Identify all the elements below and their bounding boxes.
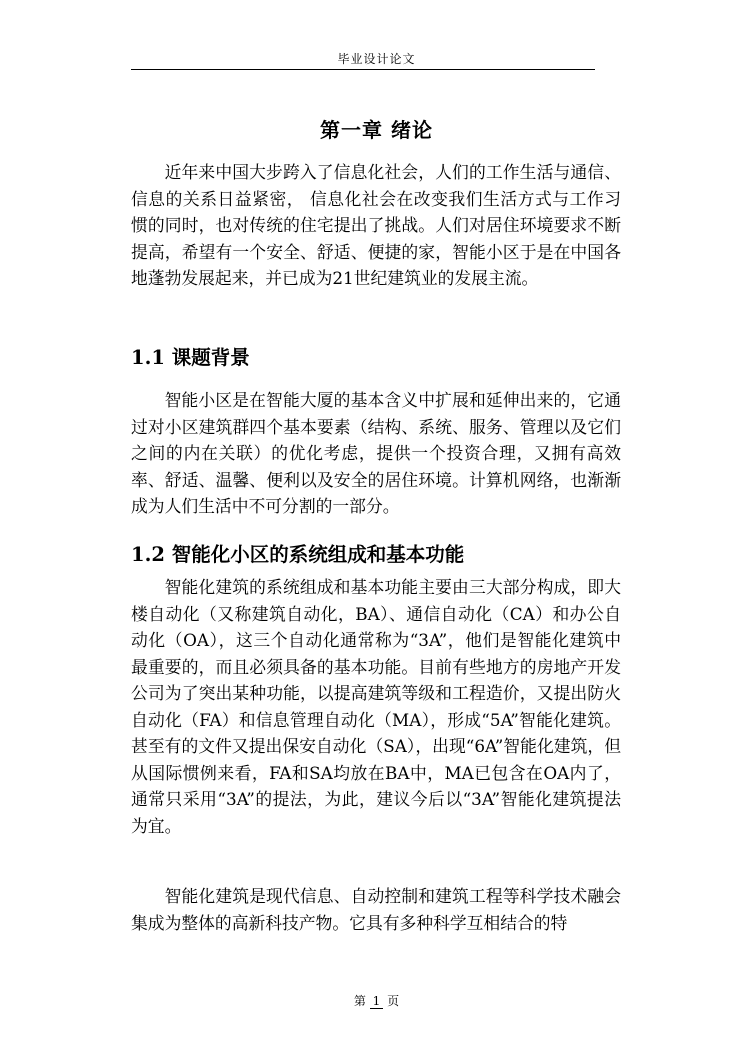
chapter-title: 第一章 绪论 xyxy=(320,118,433,142)
page-footer xyxy=(0,992,753,1009)
background-paragraph: 智能小区是在智能大厦的基本含义中扩展和延伸出来的，它通过对小区建筑群四个基本要素（结构、系统、服务、管理以及它们之间的内在关联）的优化考虑，提供一个投资合理，又拥有高效率、舒适、温馨、便利以及安全的居住环境。计算机网络，也渐渐成为人们生活中不可分割的一部分。 xyxy=(131,390,621,516)
tech-paragraph: 智能化建筑是现代信息、自动控制和建筑工程等科学技术融会集成为整体的高新科技产物。它具有多种科学互相结合的特 xyxy=(131,886,621,933)
footer-suffix: 页 xyxy=(387,994,400,1008)
footer-prefix: 第 xyxy=(353,994,366,1008)
running-header: 毕业设计论文 xyxy=(337,52,416,66)
header-rule xyxy=(131,69,595,70)
system-paragraph: 智能化建筑的系统组成和基本功能主要由三大部分构成，即大楼自动化（又称建筑自动化，BA）、通信自动化（CA）和办公自动化（OA），这三个自动化通常称为“3A”，他们是智能化建筑中最重要的，而且必须具备的基本功能。目前有些地方的房地产开发公司为了突出某种功能，以提高建筑等级和工程造价，又提出防火自动化（FA）和信息管理自动化（MA），形成“5A”智能化建筑。甚至有的文件又提出保安自动化（SA），出现“6A”智能化建筑，但从国际惯例来看，FA和SA均放在BA中，MA已包含在OA内了，通常只采用“3A”的提法，为此，建议今后以“3A”智能化建筑提法为宜。 xyxy=(131,577,621,836)
page-number: 1 xyxy=(370,994,384,1009)
section-heading-1-2: 1.2 智能化小区的系统组成和基本功能 xyxy=(131,543,465,566)
intro-paragraph: 近年来中国大步跨入了信息化社会，人们的工作生活与通信、信息的关系日益紧密， 信息化社会在改变我们生活方式与工作习惯的同时，也对传统的住宅提出了挑战。人们对居住环境要求不断提高，希望有一个安全、舒适、便捷的家，智能小区于是在中国各地蓬勃发展起来，并已成为21世纪建筑业的发展主流。 xyxy=(131,162,621,288)
section-heading-1-1: 1.1 课题背景 xyxy=(131,346,250,369)
